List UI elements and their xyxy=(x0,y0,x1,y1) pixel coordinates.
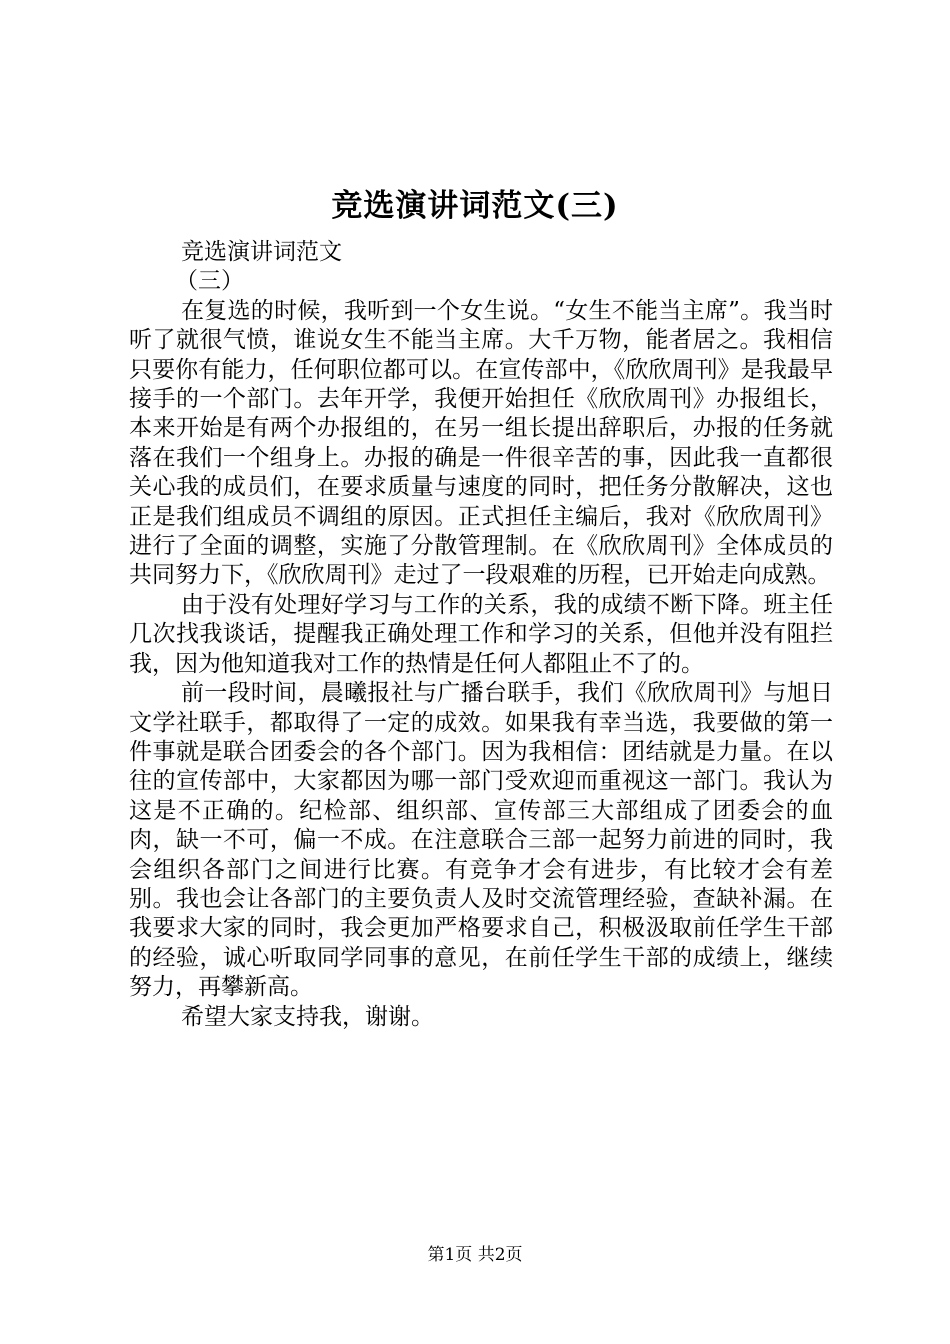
document-title: 竞选演讲词范文(三) xyxy=(331,188,619,224)
document-subtitle-number: （三） xyxy=(175,268,244,295)
page-footer: 第1页 共2页 xyxy=(427,1245,523,1265)
paragraph: 由于没有处理好学习与工作的关系，我的成绩不断下降。班主任几次找我谈话，提醒我正确处理工作和学习的关系，但他并没有阻拦我，因为他知道我对工作的热情是任何人都阻止不了的。 xyxy=(129,591,833,677)
paragraph: 在复选的时候，我听到一个女生说。“女生不能当主席”。我当时听了就很气愤，谁说女生不能当主席。大千万物，能者居之。我相信只要你有能力，任何职位都可以。在宣传部中，《欣欣周刊》是我最早接手的一个部门。去年开学，我便开始担任《欣欣周刊》办报组长，本来开始是有两个办报组的，在另一组长提出辞职后，办报的任务就落在我们一个组身上。办报的确是一件很辛苦的事，因此我一直都很关心我的成员们，在要求质量与速度的同时，把任务分散解决，这也正是我们组成员不调组的原因。正式担任主编后，我对《欣欣周刊》进行了全面的调整，实施了分散管理制。在《欣欣周刊》全体成员的共同努力下，《欣欣周刊》走过了一段艰难的历程，已开始走向成熟。 xyxy=(129,297,833,589)
paragraph: 希望大家支持我，谢谢。 xyxy=(181,1003,434,1030)
paragraph: 前一段时间，晨曦报社与广播台联手，我们《欣欣周刊》与旭日文学社联手，都取得了一定的成效。如果我有幸当选，我要做的第一件事就是联合团委会的各个部门。因为我相信：团结就是力量。在以往的宣传部中，大家都因为哪一部门受欢迎而重视这一部门。我认为这是不正确的。纪检部、组织部、宣传部三大部组成了团委会的血肉，缺一不可，偏一不成。在注意联合三部一起努力前进的同时，我会组织各部门之间进行比赛。有竞争才会有进步，有比较才会有差别。我也会让各部门的主要负责人及时交流管理经验，查缺补漏。在我要求大家的同时，我会更加严格要求自己，积极汲取前任学生干部的经验，诚心听取同学同事的意见，在前任学生干部的成绩上，继续努力，再攀新高。 xyxy=(129,680,833,1001)
document-body xyxy=(129,238,833,1032)
document-subtitle: 竞选演讲词范文 xyxy=(181,239,342,265)
